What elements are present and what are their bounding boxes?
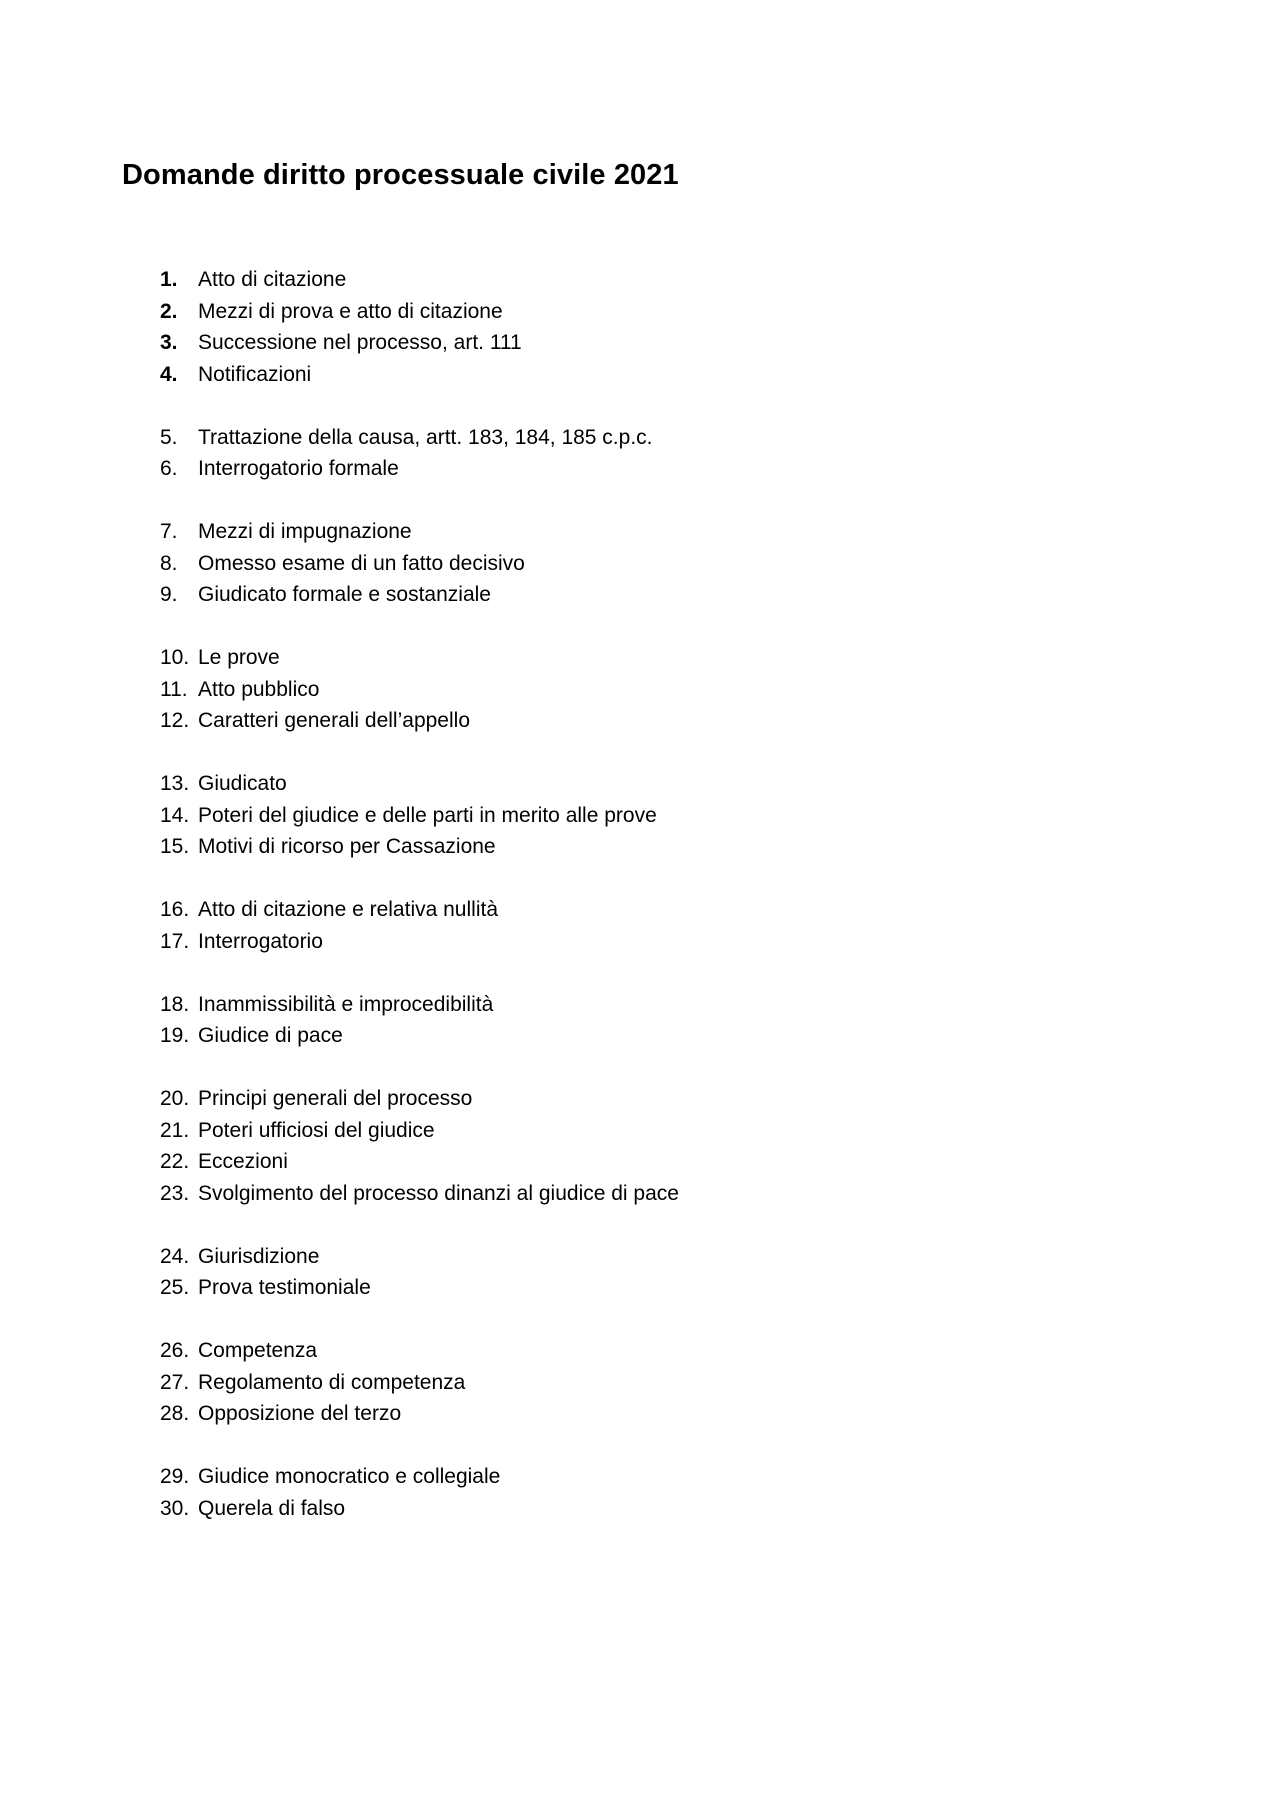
item-number: 27. [160, 1370, 190, 1394]
item-text: Atto di citazione [198, 268, 347, 291]
item-number: 10. [160, 646, 190, 669]
list-item [160, 831, 1060, 863]
item-text: Opposizione del terzo [198, 1402, 402, 1425]
item-number: 26. [160, 1339, 190, 1362]
list-item [160, 296, 1060, 328]
item-text: Regolamento di competenza [198, 1370, 466, 1394]
list-item [160, 516, 1060, 548]
item-text: Le prove [198, 646, 280, 669]
list-item [160, 800, 1060, 832]
item-number: 21. [160, 1118, 190, 1142]
question-list [160, 264, 1060, 1556]
item-text: Atto pubblico [198, 677, 320, 701]
question-group [160, 1461, 1060, 1524]
item-number: 17. [160, 929, 190, 953]
item-number: 2. [160, 299, 178, 323]
item-text: Prova testimoniale [198, 1276, 371, 1299]
item-number: 8. [160, 551, 178, 575]
list-item [160, 453, 1060, 485]
item-number: 16. [160, 898, 190, 921]
item-number: 29. [160, 1465, 190, 1488]
question-group [160, 642, 1060, 737]
item-number: 12. [160, 709, 190, 732]
item-text: Interrogatorio formale [198, 457, 399, 480]
list-item [160, 548, 1060, 580]
list-item [160, 768, 1060, 800]
item-text: Svolgimento del processo dinanzi al giudice di pace [198, 1181, 679, 1205]
list-item [160, 422, 1060, 454]
item-text: Poteri ufficiosi del giudice [198, 1118, 435, 1142]
item-number: 6. [160, 457, 178, 480]
item-text: Giudice monocratico e collegiale [198, 1465, 501, 1488]
list-item [160, 989, 1060, 1021]
item-number: 4. [160, 362, 178, 386]
item-text: Mezzi di impugnazione [198, 520, 412, 543]
item-number: 13. [160, 772, 190, 795]
item-text: Eccezioni [198, 1150, 288, 1173]
item-number: 1. [160, 268, 178, 291]
item-text: Mezzi di prova e atto di citazione [198, 299, 503, 323]
list-item [160, 1178, 1060, 1210]
list-item [160, 1020, 1060, 1052]
list-item [160, 359, 1060, 391]
item-number: 11. [160, 677, 188, 701]
list-item [160, 1241, 1060, 1273]
item-number: 9. [160, 583, 178, 606]
question-group [160, 1241, 1060, 1304]
question-group [160, 989, 1060, 1052]
item-number: 22. [160, 1150, 190, 1173]
item-number: 20. [160, 1087, 190, 1110]
list-item [160, 1367, 1060, 1399]
question-group [160, 1335, 1060, 1430]
item-text: Trattazione della causa, artt. 183, 184, 185 c.p.c. [198, 425, 653, 449]
item-number: 30. [160, 1496, 190, 1520]
list-item [160, 1493, 1060, 1525]
question-group [160, 1083, 1060, 1209]
item-text: Giudicato formale e sostanziale [198, 583, 491, 606]
item-number: 5. [160, 425, 178, 449]
list-item [160, 642, 1060, 674]
list-item [160, 1083, 1060, 1115]
document-title: Domande diritto processuale civile 2021 [122, 159, 679, 191]
list-item [160, 926, 1060, 958]
item-number: 15. [160, 835, 190, 858]
item-text: Poteri del giudice e delle parti in merito alle prove [198, 803, 657, 827]
item-text: Giudice di pace [198, 1024, 343, 1047]
item-number: 14. [160, 803, 190, 827]
question-group [160, 422, 1060, 485]
item-text: Caratteri generali dell’appello [198, 709, 470, 732]
item-text: Notificazioni [198, 362, 312, 386]
list-item [160, 674, 1060, 706]
item-text: Inammissibilità e improcedibilità [198, 992, 494, 1016]
list-item [160, 1146, 1060, 1178]
list-item [160, 264, 1060, 296]
list-item [160, 1461, 1060, 1493]
item-text: Competenza [198, 1339, 318, 1362]
item-text: Querela di falso [198, 1496, 346, 1520]
question-group [160, 264, 1060, 390]
item-text: Successione nel processo, art. 111 [198, 331, 522, 354]
list-item [160, 1398, 1060, 1430]
question-group [160, 516, 1060, 611]
item-number: 7. [160, 520, 178, 543]
item-number: 18. [160, 992, 190, 1016]
list-item [160, 579, 1060, 611]
item-text: Interrogatorio [198, 929, 323, 953]
item-text: Atto di citazione e relativa nullità [198, 898, 498, 921]
item-number: 28. [160, 1402, 190, 1425]
item-text: Giurisdizione [198, 1244, 320, 1268]
item-text: Giudicato [198, 772, 287, 795]
list-item [160, 1115, 1060, 1147]
question-group [160, 768, 1060, 863]
item-text: Principi generali del processo [198, 1087, 473, 1110]
item-text: Motivi di ricorso per Cassazione [198, 835, 496, 858]
list-item [160, 1272, 1060, 1304]
item-text: Omesso esame di un fatto decisivo [198, 551, 525, 575]
item-number: 23. [160, 1181, 190, 1205]
question-group [160, 894, 1060, 957]
item-number: 19. [160, 1024, 190, 1047]
item-number: 25. [160, 1276, 190, 1299]
list-item [160, 327, 1060, 359]
list-item [160, 894, 1060, 926]
item-number: 24. [160, 1244, 190, 1268]
item-number: 3. [160, 331, 178, 354]
list-item [160, 705, 1060, 737]
list-item [160, 1335, 1060, 1367]
